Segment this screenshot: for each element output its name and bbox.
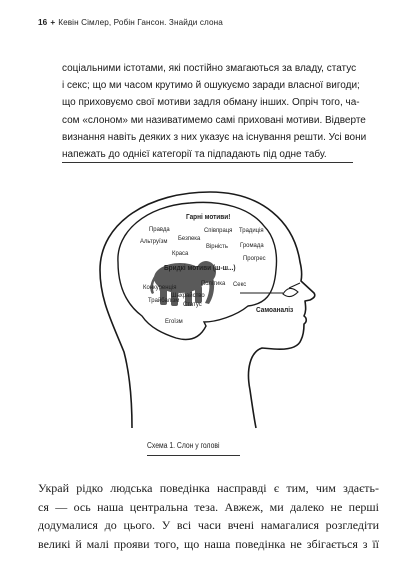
label-status: Статус	[183, 301, 202, 308]
label-bad-motives: Бридкі мотиви (ш-ш...)	[164, 263, 236, 272]
paragraph-line: ся — ось наша центральна теза. Авжеж, ми далеко не перші	[38, 499, 379, 514]
paragraph-line: що приховуємо свої мотиви задля обману інших. Опріч того, ча-	[62, 97, 360, 109]
eye-lid-line	[289, 283, 300, 288]
label-loyalty: Вірність	[206, 243, 228, 250]
running-head-title: Кевін Сімлер, Робін Гансон. Знайди слона	[58, 18, 223, 27]
label-competition: Конкуренція	[143, 284, 177, 291]
label-truth: Правда	[149, 226, 170, 233]
label-safety: Безпека	[178, 235, 201, 242]
paragraph-line: великі й малі прояви того, що наша поведінка не збігається з її	[38, 537, 379, 552]
page-number: 16	[38, 18, 48, 27]
label-politics: Політика	[201, 280, 226, 287]
paragraph-line: і секс; що ми часом крутимо й ошукуємо заради власної вигоди;	[62, 80, 360, 92]
paragraph-line: Украй рідко людська поведінка насправді є тим, чим здаєть-	[38, 481, 379, 495]
label-cooperation: Співпраця	[204, 227, 233, 234]
label-altruism: Альтруїзм	[140, 238, 168, 245]
paragraph-line: сом «слоном» ми називатимемо самі приховані мотиви. Відверте	[62, 114, 366, 126]
caption-underline	[147, 455, 240, 456]
label-sex: Секс	[233, 281, 247, 288]
figure-caption: Схема 1. Слон у голові	[147, 441, 220, 450]
label-good-motives: Гарні мотиви!	[186, 212, 231, 221]
label-tradition: Традиція	[239, 227, 264, 234]
label-beauty: Краса	[172, 250, 189, 257]
label-tribalism: Трайбалізм	[148, 297, 180, 304]
label-progress: Прогрес	[243, 255, 266, 262]
label-self-analysis: Самоаналіз	[256, 305, 294, 314]
paragraph-line: додумалися до цього. У всі часи вчені намагалися розгледіти	[38, 518, 379, 533]
bottom-paragraph	[38, 479, 379, 554]
label-egoism: Егоїзм	[165, 318, 183, 325]
paragraph-line: визнання навіть деяких з них указує на існування решти. Усі вони	[62, 131, 367, 143]
running-head-separator: +	[50, 18, 56, 27]
paragraph-line: соціальними істотами, які постійно змагаються за владу, статус	[62, 63, 357, 74]
eye-shape	[283, 288, 298, 296]
label-community: Громада	[240, 242, 264, 249]
label-cheating: Шахрайство	[171, 292, 205, 299]
paragraph-line: напежать до однієї категорії та підпадають під одне табу.	[62, 149, 327, 161]
